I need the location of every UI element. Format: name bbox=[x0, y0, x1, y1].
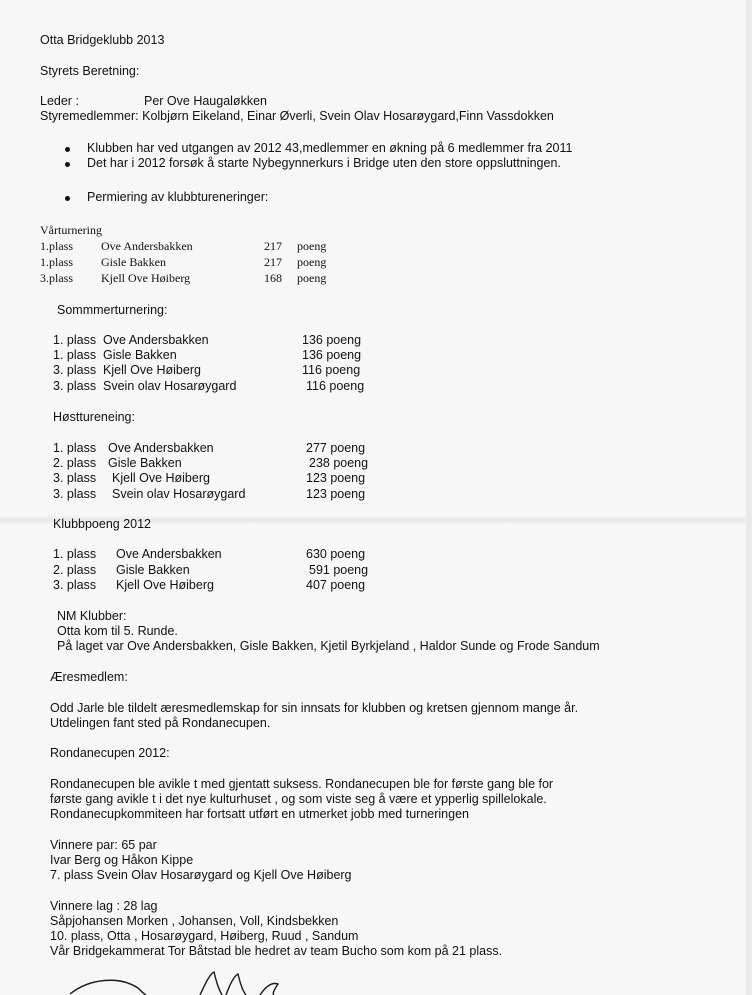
summer-points: 116 poeng bbox=[306, 379, 365, 393]
summer-place: 3. plass bbox=[53, 363, 97, 377]
autumn-place: 1. plass bbox=[53, 441, 97, 455]
bullet-text: Permiering av klubbtureneringer: bbox=[87, 190, 269, 204]
teams-line: Såpjohansen Morken , Johansen, Voll, Kindsbekken bbox=[50, 914, 339, 928]
honorary-line: Utdelingen fant sted på Rondanecupen. bbox=[50, 716, 271, 730]
autumn-name: Ove Andersbakken bbox=[108, 441, 214, 455]
spring-place: 1.plass bbox=[40, 255, 73, 269]
summer-title: Sommmerturnering: bbox=[57, 303, 168, 317]
autumn-points: 123 poeng bbox=[306, 471, 366, 485]
teams-line: Vår Bridgekammerat Tor Båtstad ble hedret av team Bucho som kom på 21 plass. bbox=[50, 944, 503, 958]
spring-unit: poeng bbox=[297, 271, 327, 285]
honorary-title: Æresmedlem: bbox=[50, 670, 128, 684]
summer-points: 116 poeng bbox=[302, 363, 361, 377]
summer-place: 3. plass bbox=[53, 379, 97, 393]
autumn-points: 277 poeng bbox=[306, 441, 366, 455]
autumn-place: 2. plass bbox=[53, 456, 97, 470]
spring-name: Kjell Ove Høiberg bbox=[101, 271, 191, 285]
spring-points: 168 bbox=[264, 271, 282, 285]
leader-label: Leder : bbox=[40, 94, 79, 108]
summer-points: 136 poeng bbox=[302, 348, 362, 362]
autumn-name: Kjell Ove Høiberg bbox=[112, 471, 210, 485]
autumn-points: 123 poeng bbox=[306, 487, 366, 501]
rondane-line: Rondanecupen ble avikle t med gjentatt suksess. Rondanecupen ble for første gang ble for bbox=[50, 777, 554, 791]
summer-name: Kjell Ove Høiberg bbox=[103, 363, 201, 377]
spring-points: 217 bbox=[264, 255, 282, 269]
clubpoints-name: Ove Andersbakken bbox=[116, 547, 222, 561]
club-title: Otta Bridgeklubb 2013 bbox=[40, 33, 165, 47]
teams-line: 10. plass, Otta , Hosarøygard, Høiberg, Ruud , Sandum bbox=[50, 929, 359, 943]
clubpoints-place: 2. plass bbox=[53, 563, 97, 577]
summer-place: 1. plass bbox=[53, 348, 97, 362]
leader-name: Per Ove Haugaløkken bbox=[144, 94, 267, 108]
pairs-line: Vinnere par: 65 par bbox=[50, 838, 157, 852]
pairs-line: Ivar Berg og Håkon Kippe bbox=[50, 853, 194, 867]
bullet-icon bbox=[65, 147, 70, 152]
nm-title: NM Klubber: bbox=[57, 609, 127, 623]
summer-name: Ove Andersbakken bbox=[103, 333, 209, 347]
autumn-place: 3. plass bbox=[53, 471, 97, 485]
spring-points: 217 bbox=[264, 239, 282, 253]
paper-edge bbox=[746, 0, 752, 995]
summer-name: Svein olav Hosarøygard bbox=[103, 379, 237, 393]
pairs-line: 7. plass Svein Olav Hosarøygard og Kjell Ove Høiberg bbox=[50, 868, 352, 882]
nm-line: På laget var Ove Andersbakken, Gisle Bakken, Kjetil Byrkjeland , Haldor Sunde og Frode Sandum bbox=[57, 639, 600, 653]
rondane-line: første gang avikle t i det nye kulturhuset , og som viste seg å være et ypperlig spillelokale. bbox=[50, 792, 547, 806]
spring-name: Ove Andersbakken bbox=[101, 239, 193, 253]
clubpoints-place: 1. plass bbox=[53, 547, 97, 561]
clubpoints-title: Klubbpoeng 2012 bbox=[53, 517, 152, 531]
clubpoints-points: 407 poeng bbox=[306, 578, 366, 592]
autumn-name: Svein olav Hosarøygard bbox=[112, 487, 246, 501]
rondane-line: Rondanecupkommiteen har fortsatt utført en utmerket jobb med turneringen bbox=[50, 807, 469, 821]
clubpoints-name: Kjell Ove Høiberg bbox=[116, 578, 214, 592]
summer-points: 136 poeng bbox=[302, 333, 362, 347]
bullet-icon bbox=[65, 196, 70, 201]
bullet-text: Klubben har ved utgangen av 2012 43,medlemmer en økning på 6 medlemmer fra 2011 bbox=[87, 141, 573, 155]
spring-name: Gisle Bakken bbox=[101, 255, 166, 269]
rondane-title: Rondanecupen 2012: bbox=[50, 746, 170, 760]
nm-line: Otta kom til 5. Runde. bbox=[57, 624, 178, 638]
spring-place: 1.plass bbox=[40, 239, 73, 253]
spring-title: Vårturnering bbox=[40, 223, 102, 237]
teams-line: Vinnere lag : 28 lag bbox=[50, 899, 158, 913]
board-members: Styremedlemmer: Kolbjørn Eikeland, Einar Øverli, Svein Olav Hosarøygard,Finn Vassdokken bbox=[40, 109, 554, 123]
autumn-place: 3. plass bbox=[53, 487, 97, 501]
clubpoints-points: 630 poeng bbox=[306, 547, 366, 561]
bullet-text: Det har i 2012 forsøk å starte Nybegynnerkurs i Bridge uten den store oppsluttningen. bbox=[87, 156, 561, 170]
spring-unit: poeng bbox=[297, 239, 327, 253]
autumn-points: 238 poeng bbox=[309, 456, 369, 470]
honorary-line: Odd Jarle ble tildelt æresmedlemskap for sin innsats for klubben og kretsen gjennom mange år. bbox=[50, 701, 579, 715]
report-title: Styrets Beretning: bbox=[40, 64, 140, 78]
signature-scribble bbox=[60, 968, 320, 995]
summer-name: Gisle Bakken bbox=[103, 348, 177, 362]
autumn-name: Gisle Bakken bbox=[108, 456, 182, 470]
autumn-title: Høsttureneing: bbox=[53, 410, 135, 424]
summer-place: 1. plass bbox=[53, 333, 97, 347]
clubpoints-name: Gisle Bakken bbox=[116, 563, 190, 577]
spring-unit: poeng bbox=[297, 255, 327, 269]
clubpoints-points: 591 poeng bbox=[309, 563, 369, 577]
bullet-icon bbox=[65, 162, 70, 167]
spring-place: 3.plass bbox=[40, 271, 73, 285]
clubpoints-place: 3. plass bbox=[53, 578, 97, 592]
